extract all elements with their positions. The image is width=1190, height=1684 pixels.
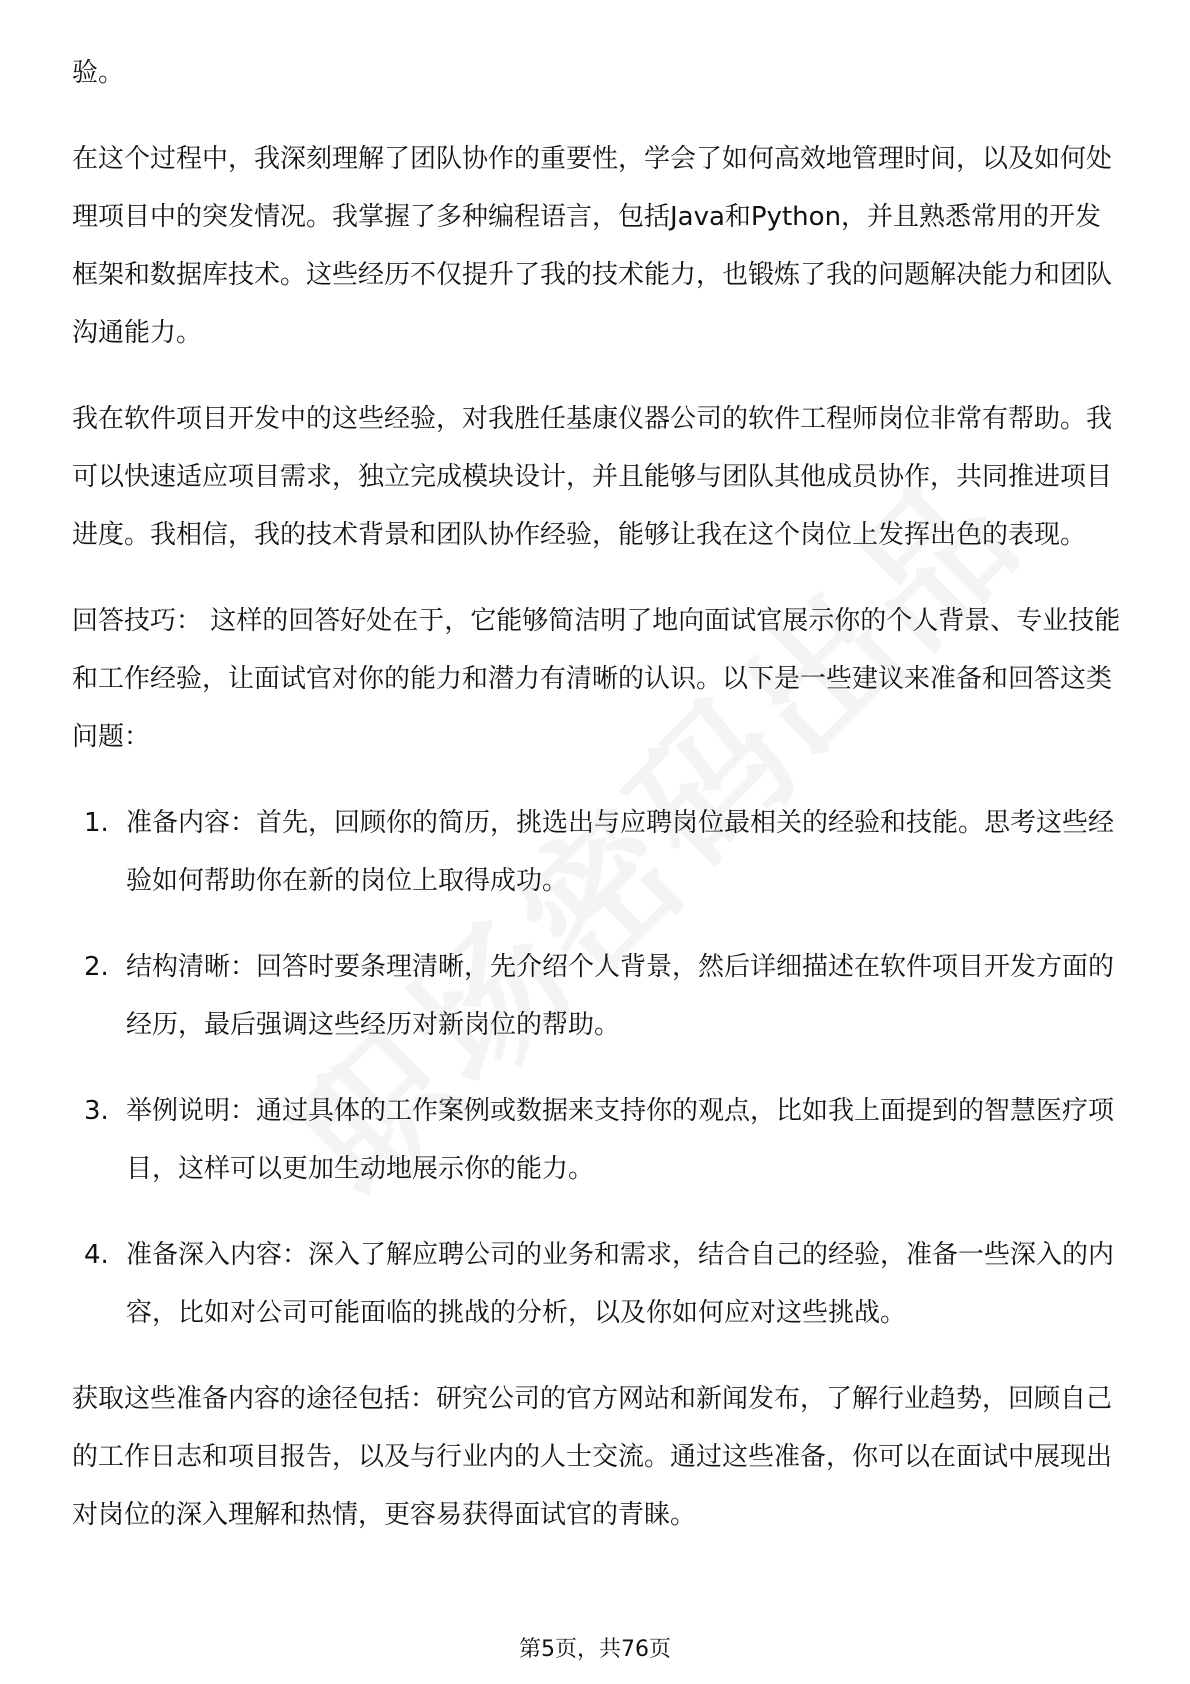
paragraph-continuation: 验。 (72, 58, 125, 88)
document-body (72, 44, 1122, 1572)
list-item-text: 举例说明：通过具体的工作案例或数据来支持你的观点，比如我上面提到的智慧医疗项目，这样可以更加生动地展示你的能力。 (126, 1096, 1115, 1184)
page-footer: 第5页，共76页 (519, 1637, 671, 1662)
list-item-number: 3. (84, 1096, 109, 1126)
paragraph-tips: 回答技巧： 这样的回答好处在于，它能够简洁明了地向面试官展示你的个人背景、专业技能和工作经验，让面试官对你的能力和潜力有清晰的认识。以下是一些建议来准备和回答这类问题： (72, 606, 1121, 752)
tips-list (72, 794, 1122, 1342)
list-item-number: 2. (84, 952, 109, 982)
list-item (72, 938, 1122, 1054)
list-item (72, 794, 1122, 910)
list-item (72, 1082, 1122, 1198)
list-item-text: 准备内容：首先，回顾你的简历，挑选出与应聘岗位最相关的经验和技能。思考这些经验如何帮助你在新的岗位上取得成功。 (126, 808, 1115, 896)
list-item-number: 1. (84, 808, 109, 838)
list-item-text: 结构清晰：回答时要条理清晰，先介绍个人背景，然后详细描述在软件项目开发方面的经历，最后强调这些经历对新岗位的帮助。 (126, 952, 1115, 1040)
paragraph-closing: 获取这些准备内容的途径包括：研究公司的官方网站和新闻发布，了解行业趋势，回顾自己的工作日志和项目报告，以及与行业内的人士交流。通过这些准备，你可以在面试中展现出对岗位的深入理解和热情，更容易获得面试官的青睐。 (72, 1384, 1113, 1530)
list-item-text: 准备深入内容：深入了解应聘公司的业务和需求，结合自己的经验，准备一些深入的内容，比如对公司可能面临的挑战的分析，以及你如何应对这些挑战。 (126, 1240, 1115, 1328)
list-item (72, 1226, 1122, 1342)
paragraph-fit: 我在软件项目开发中的这些经验，对我胜任基康仪器公司的软件工程师岗位非常有帮助。我可以快速适应项目需求，独立完成模块设计，并且能够与团队其他成员协作，共同推进项目进度。我相信，我的技术背景和团队协作经验，能够让我在这个岗位上发挥出色的表现。 (72, 404, 1113, 550)
list-item-number: 4. (84, 1240, 109, 1270)
paragraph-experience: 在这个过程中，我深刻理解了团队协作的重要性，学会了如何高效地管理时间，以及如何处理项目中的突发情况。我掌握了多种编程语言，包括Java和Python，并且熟悉常用的开发框架和数据库技术。这些经历不仅提升了我的技术能力，也锻炼了我的问题解决能力和团队沟通能力。 (72, 144, 1113, 348)
